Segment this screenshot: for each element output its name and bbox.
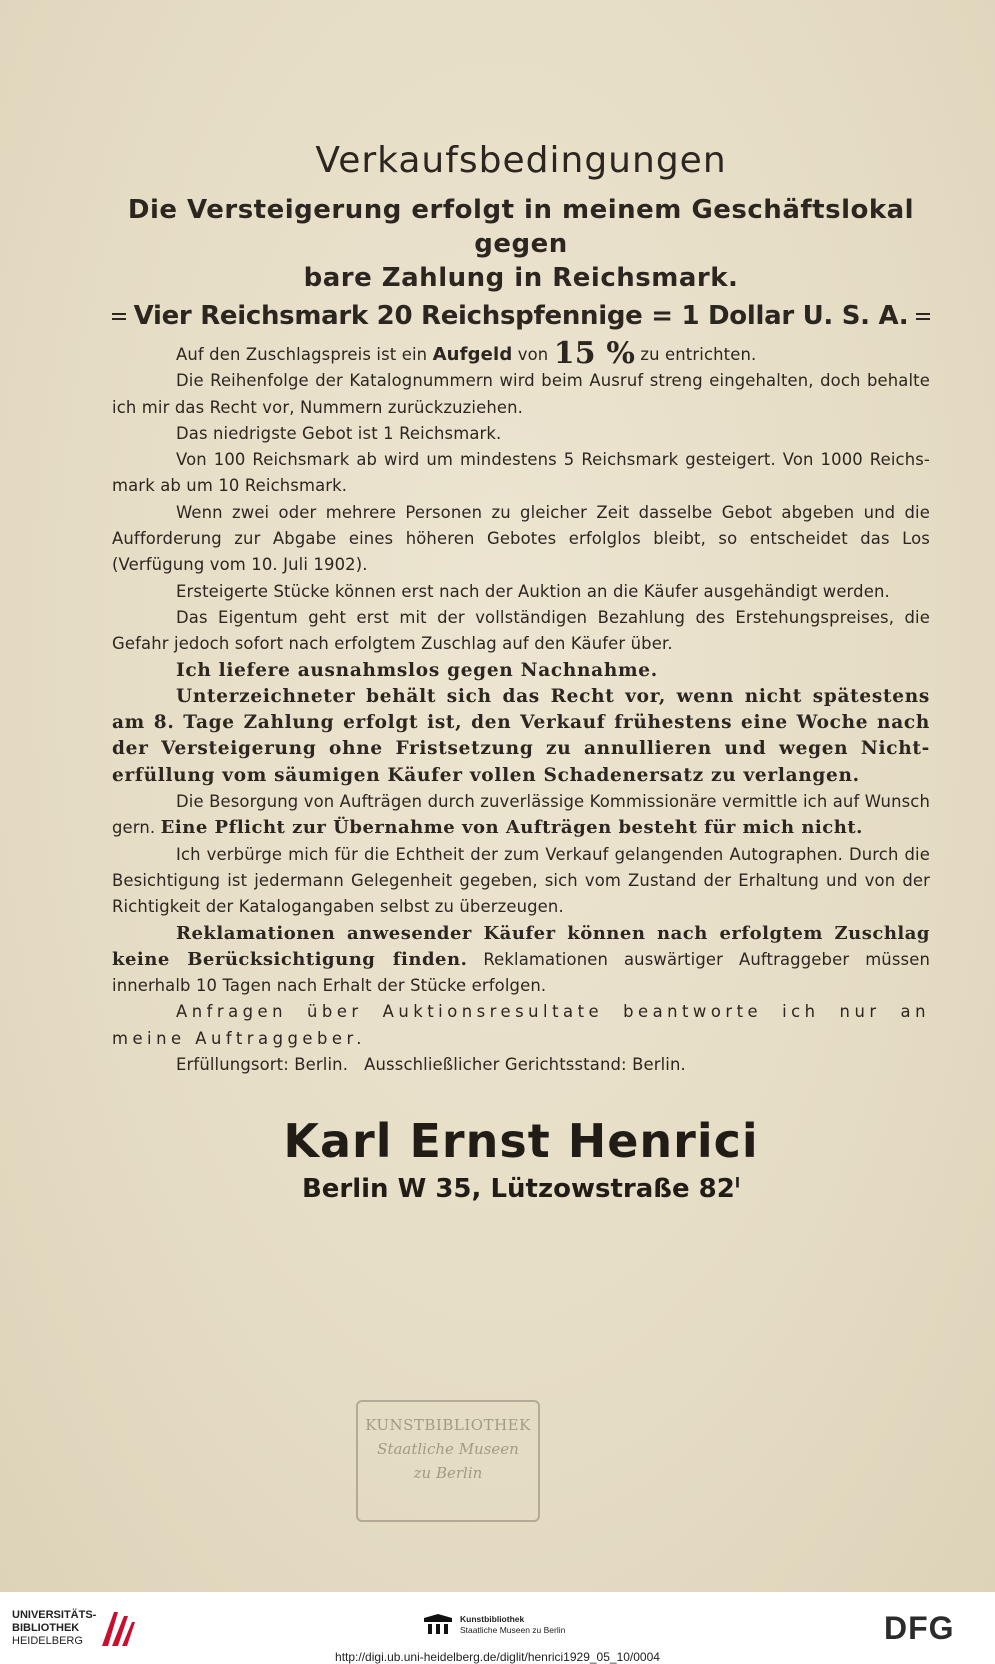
firm-address-line (112, 1174, 930, 1204)
firm-address-sup: I (734, 1175, 741, 1192)
aufgeld-text-mid: von (517, 345, 549, 364)
library-stamp (356, 1400, 540, 1522)
para-echtheit: Ich verbürge mich für die Echtheit der zum Verkauf gelangenden Autographen. Durch die Besichtigung ist jedermann Gelegenheit gegeben, sich vom Zustand der Erhaltung und von der Richtigkeit der Katalogangaben selbst zu überzeugen. (112, 844, 930, 917)
aufgeld-percent: 15 % (553, 336, 635, 371)
para-reklamation (112, 921, 930, 1000)
para-eigentum: Das Eigentum geht erst mit der vollständigen Bezahlung des Erstehungspreises, die Gefahr jedoch sofort nach erfolgtem Zuschlag auf den Käufer über. (112, 607, 930, 654)
stamp-line-3: zu Berlin (413, 1464, 483, 1482)
para-besorgung-text: Die Besorgung von Aufträgen durch zuverlässige Kommissionäre vermittle ich auf Wunsch gern. (112, 792, 930, 838)
kunstbibliothek-logo-text[interactable] (460, 1614, 565, 1636)
double-rule-right (916, 313, 930, 320)
para-gleiches-gebot: Wenn zwei oder mehrere Personen zu gleicher Zeit dasselbe Gebot abgeben und die Aufforderung zur Abgabe eines höheren Gebotes erfolglos bleibt, so entscheidet das Los (Verfügung vom 10. Juli 1902). (112, 502, 930, 575)
stamp-line-2: Staatliche Museen (377, 1440, 519, 1458)
kb-line-2: Staatliche Museen zu Berlin (460, 1625, 566, 1635)
footer-bar (0, 1592, 995, 1664)
uni-logo-text[interactable] (12, 1609, 102, 1648)
para-gebot: Das niedrigste Gebot ist 1 Reichsmark. (176, 423, 502, 443)
para-reklamation-bold: Reklamationen anwesender Käufer können nach erfolgtem Zuschlag keine Berücksichtigung finden. (112, 922, 930, 970)
subtitle-line-2: bare Zahlung in Reichsmark. (303, 263, 739, 293)
para-nachnahme: Ich liefere ausnahmslos gegen Nachnahme. (176, 659, 658, 681)
document-content (112, 140, 930, 1204)
aufgeld-text-before: Auf den Zuschlagspreis ist ein (176, 345, 428, 364)
double-rule-left (112, 313, 126, 320)
para-anfragen: Anfragen über Auktionsresultate beantworte ich nur an meine Auftraggeber. (112, 1002, 930, 1048)
uni-line-2: BIBLIOTHEK (12, 1622, 80, 1634)
kb-line-1: Kunstbibliothek (460, 1614, 525, 1624)
para-aushaendigung: Ersteigerte Stücke können erst nach der Auktion an die Käufer ausgehändigt werden. (176, 581, 890, 601)
para-aufgeld (112, 336, 930, 371)
source-url[interactable]: http://digi.ub.uni-heidelberg.de/diglit/henrici1929_05_10/0004 (335, 1650, 660, 1664)
para-recht: Unterzeichneter behält sich das Recht vor, wenn nicht spätestens am 8. Tage Zahlung erfolgt ist, den Verkauf frühestens eine Woche nach der Versteigerung ohne Fristsetzung zu annullieren und wegen Nicht-erfüllung vom säumigen Käufer vollen Schadenersatz zu verlangen. (112, 685, 930, 786)
para-besorgung (112, 789, 930, 842)
exchange-rate: Vier Reichsmark 20 Reichspfennige = 1 Dollar U. S. A. (133, 301, 909, 331)
subtitle-line-1: Die Versteigerung erfolgt in meinem Geschäftslokal gegen (127, 195, 915, 259)
para-reihenfolge: Die Reihenfolge der Katalognummern wird beim Ausruf streng eingehalten, doch behalte ich mir das Recht vor, Nummern zurückzuziehen. (112, 371, 930, 417)
exchange-rate-row (112, 301, 930, 331)
uni-line-3: HEIDELBERG (12, 1635, 83, 1647)
aufgeld-bold: Aufgeld (432, 344, 513, 365)
document-title: Verkaufsbedingungen (315, 140, 727, 181)
stamp-line-1: KUNSTBIBLIOTHEK (365, 1416, 531, 1434)
aufgeld-text-after: zu entrichten. (640, 345, 757, 364)
kunstbibliothek-logo-icon (424, 1614, 452, 1636)
para-steigerung: Von 100 Reichsmark ab wird um mindestens 5 Reichsmark gesteigert. Von 1000 Reichs-mark ab um 10 Reichsmark. (112, 450, 930, 496)
para-reklamation-text: Reklamationen auswärtiger Auftraggeber müssen innerhalb 10 Tagen nach Erhalt der Stücke erfolgen. (112, 949, 930, 996)
para-besorgung-bold: Eine Pflicht zur Übernahme von Aufträgen besteht für mich nicht. (160, 817, 863, 839)
uni-line-1: UNIVERSITÄTS- (12, 1609, 97, 1621)
firm-address: Berlin W 35, Lützowstraße 82 (301, 1174, 735, 1205)
firm-name: Karl Ernst Henrici (283, 1114, 759, 1169)
para-erfuellung: Erfüllungsort: Berlin. Ausschließlicher Gerichtsstand: Berlin. (176, 1055, 686, 1075)
uni-logo-icon (100, 1608, 136, 1648)
dfg-logo[interactable]: DFG (884, 1610, 955, 1646)
